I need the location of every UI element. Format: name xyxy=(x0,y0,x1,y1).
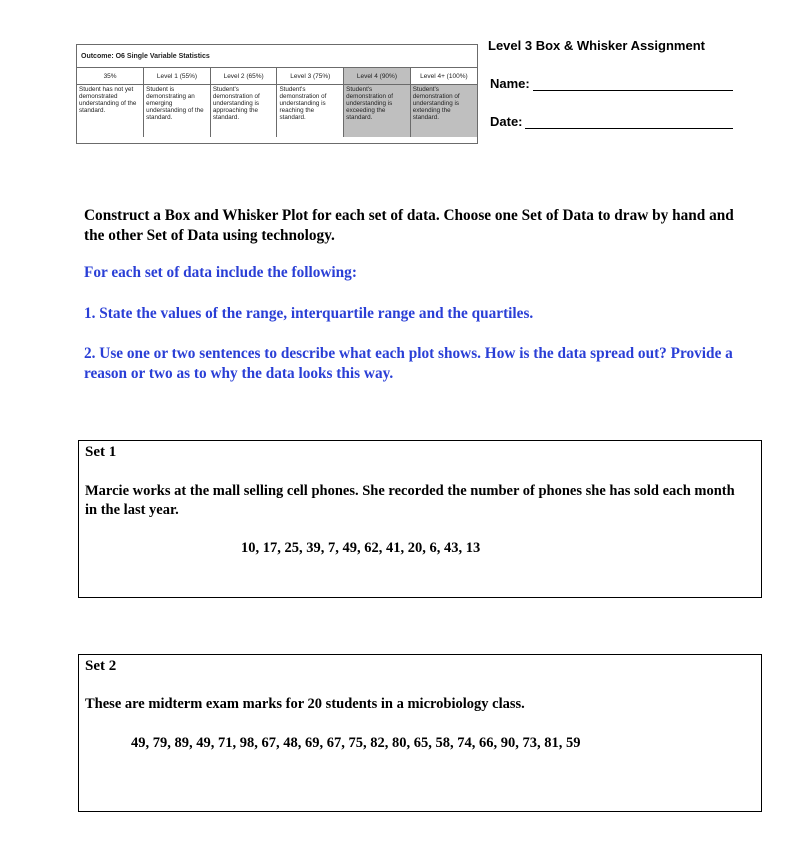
rubric-desc-35: Student has not yet demonstrated understanding of the standard. xyxy=(77,85,144,138)
assignment-title: Level 3 Box & Whisker Assignment xyxy=(488,38,705,53)
set2-description: These are midterm exam marks for 20 students in a microbiology class. xyxy=(85,696,525,712)
rubric-header-35: 35% xyxy=(77,68,144,85)
date-field-line[interactable] xyxy=(525,128,733,129)
set1-box xyxy=(78,440,762,598)
name-field-line[interactable] xyxy=(533,90,733,91)
date-label: Date: xyxy=(490,114,523,129)
name-label: Name: xyxy=(490,76,530,91)
rubric-header-level3: Level 3 (75%) xyxy=(277,68,344,85)
rubric-desc-level4: Student's demonstration of understanding is exceeding the standard. xyxy=(344,85,411,138)
set2-box xyxy=(78,654,762,812)
rubric-header-level4plus: Level 4+ (100%) xyxy=(410,68,477,85)
set1-description: Marcie works at the mall selling cell phones. She recorded the number of phones she has sold each month in the last year. xyxy=(85,483,735,518)
set1-title: Set 1 xyxy=(85,444,117,460)
include-heading: For each set of data include the following: xyxy=(84,264,357,281)
rubric-desc-level1: Student is demonstrating an emerging understanding of the standard. xyxy=(144,85,211,138)
rubric-outcome: Outcome: O6 Single Variable Statistics xyxy=(77,45,477,68)
rubric-table xyxy=(76,44,478,144)
rubric-header-level4: Level 4 (90%) xyxy=(344,68,411,85)
set2-data: 49, 79, 89, 49, 71, 98, 67, 48, 69, 67, 75, 82, 80, 65, 58, 74, 66, 90, 73, 81, 59 xyxy=(131,735,581,751)
rubric-header-level1: Level 1 (55%) xyxy=(144,68,211,85)
rubric-desc-level3: Student's demonstration of understanding is reaching the standard. xyxy=(277,85,344,138)
rubric-desc-level2: Student's demonstration of understanding is approaching the standard. xyxy=(210,85,277,138)
instruction-item-2: 2. Use one or two sentences to describe what each plot shows. How is the data spread out? Provide a reason or two as to why the data looks this way. xyxy=(84,345,733,382)
instruction-item-1: 1. State the values of the range, interquartile range and the quartiles. xyxy=(84,305,534,322)
set1-data: 10, 17, 25, 39, 7, 49, 62, 41, 20, 6, 43, 13 xyxy=(241,540,481,556)
main-instruction: Construct a Box and Whisker Plot for each set of data. Choose one Set of Data to draw by hand and the other Set of Data using technology. xyxy=(84,207,734,244)
rubric-desc-level4plus: Student's demonstration of understanding is extending the standard. xyxy=(410,85,477,138)
rubric-grid xyxy=(77,68,477,137)
rubric-header-level2: Level 2 (65%) xyxy=(210,68,277,85)
set2-title: Set 2 xyxy=(85,658,117,674)
